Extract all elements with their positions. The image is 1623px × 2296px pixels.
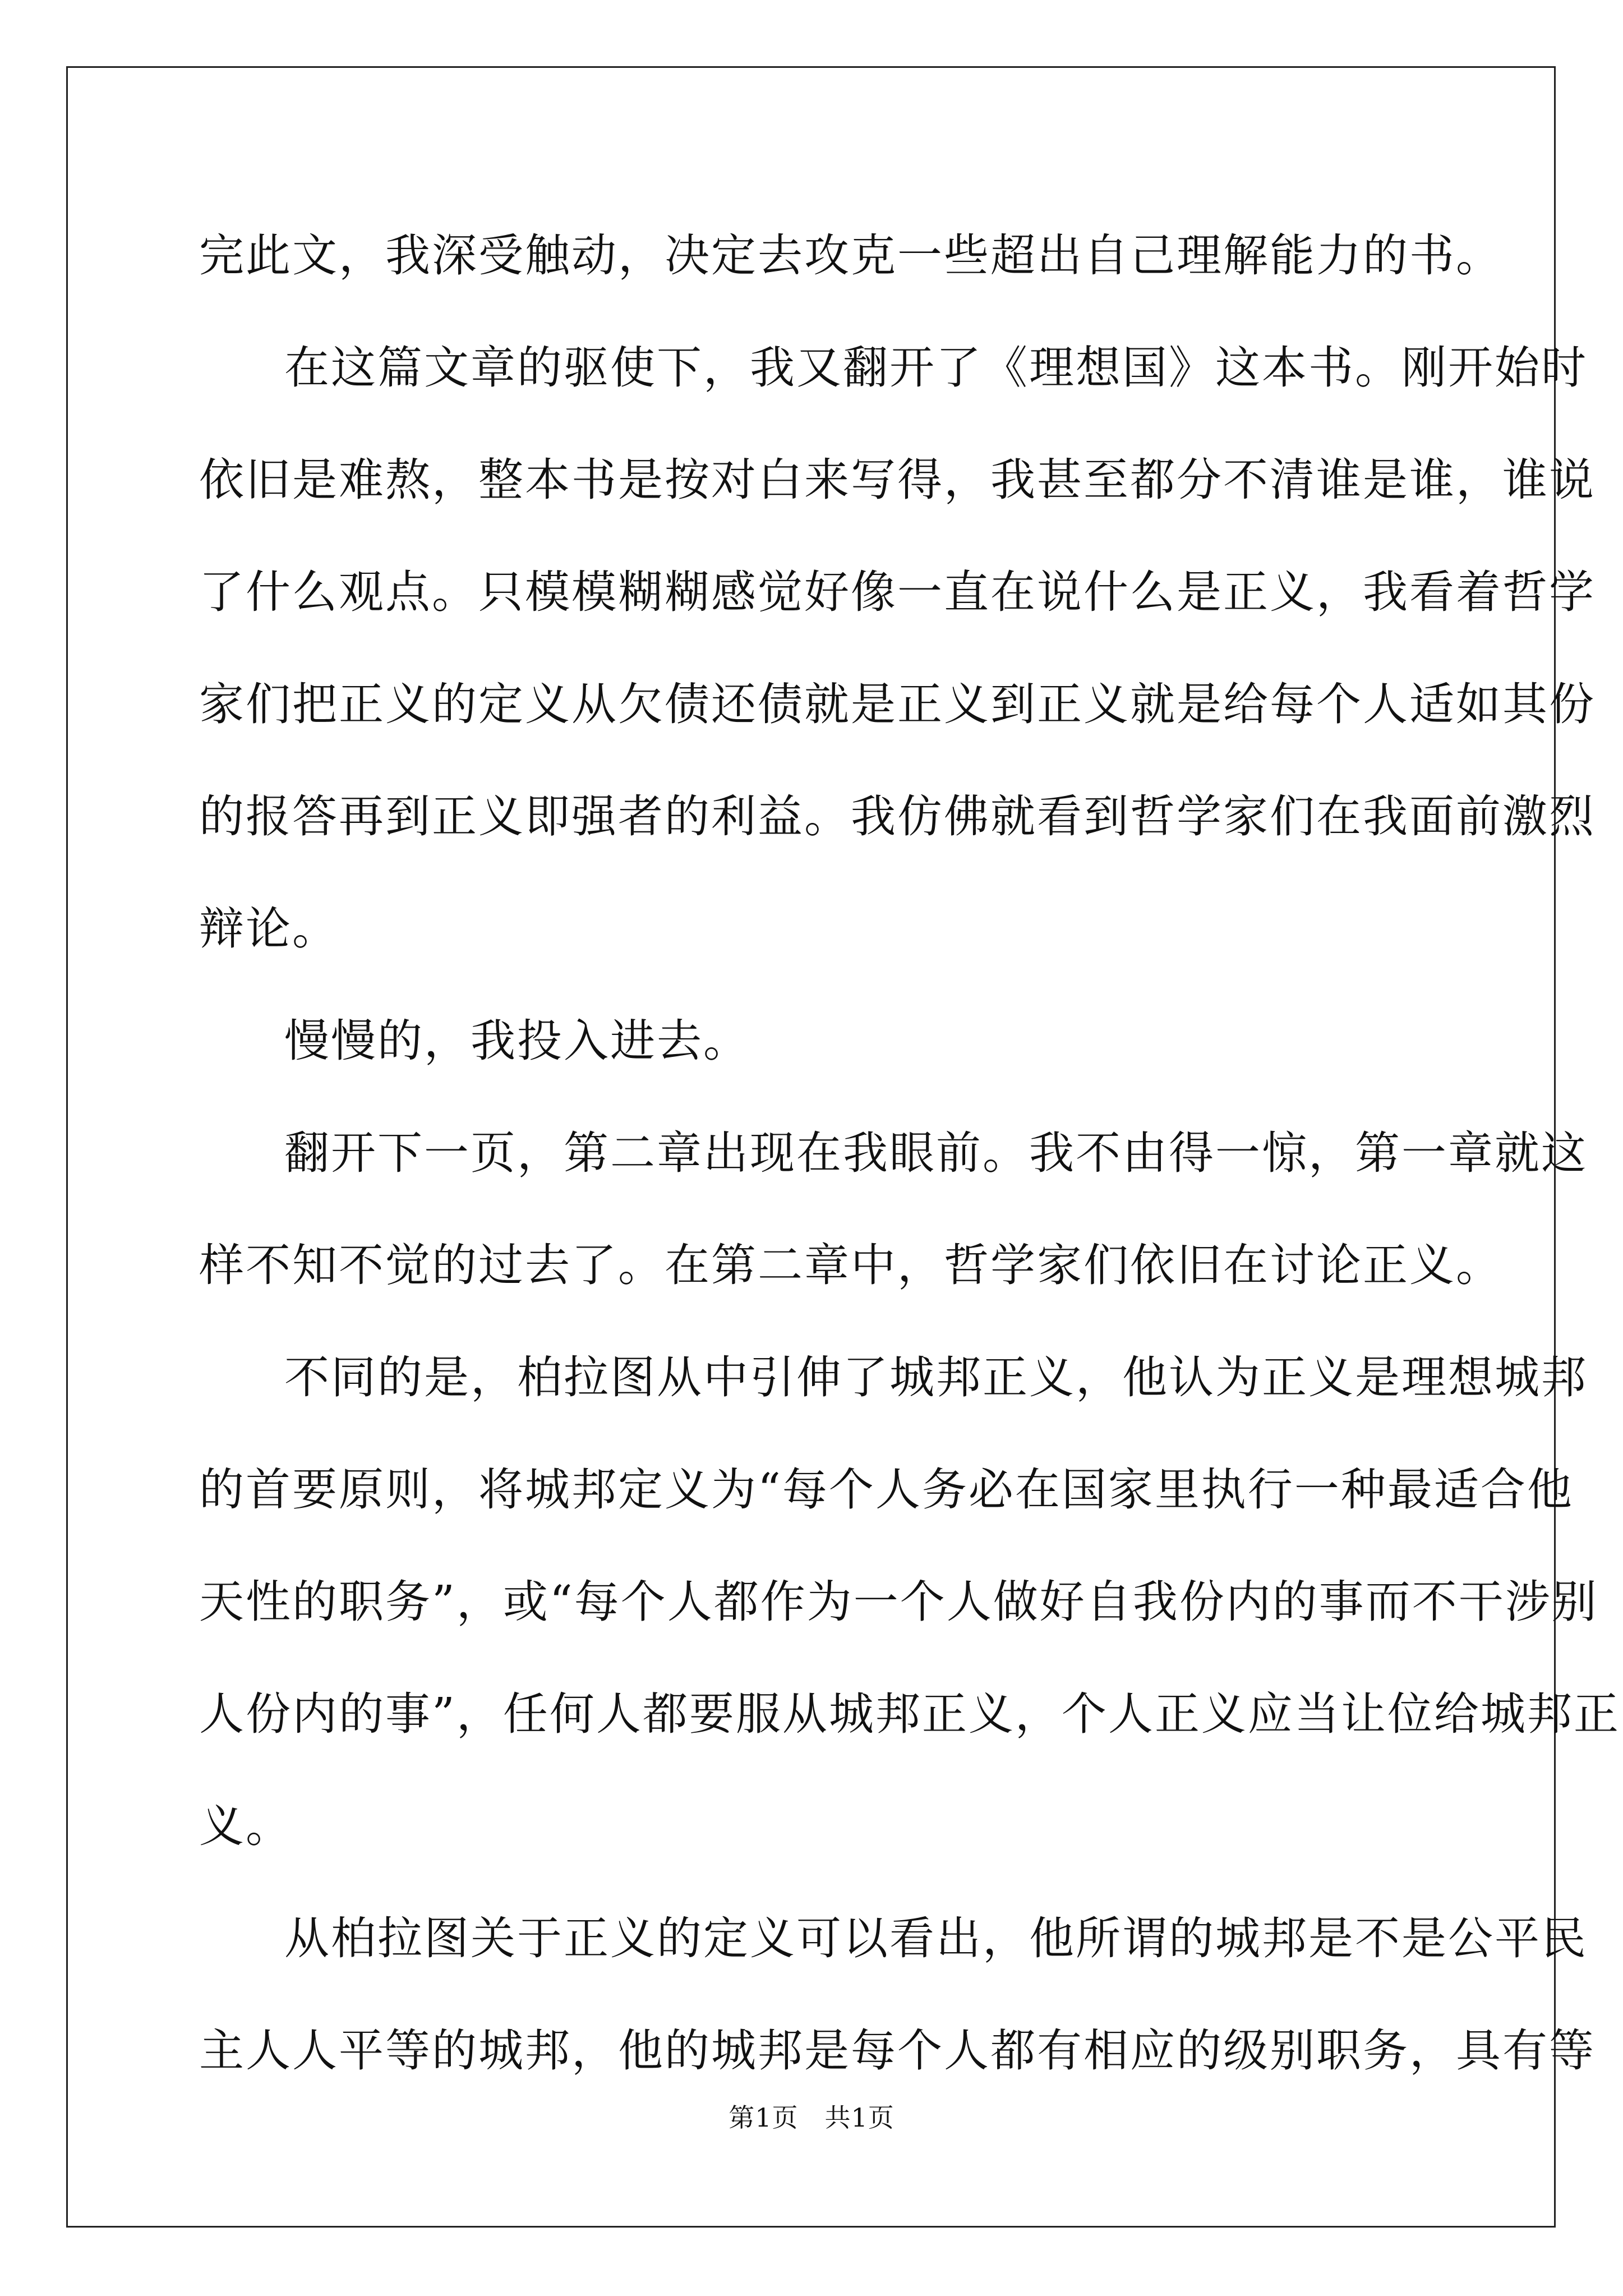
text-line-2: 在这篇文章的驱使下，我又翻开了《理想国》这本书。刚开始时 — [284, 342, 1588, 394]
text-line-8: 慢慢的，我投入进去。 — [284, 1015, 750, 1067]
text-line-3: 依旧是难熬，整本书是按对白来写得，我甚至都分不清谁是谁，谁说 — [199, 454, 1596, 506]
text-line-15: 义。 — [199, 1800, 292, 1852]
text-line-12: 的首要原则，将城邦定义为“每个人务必在国家里执行一种最适合他 — [199, 1464, 1574, 1516]
text-line-11: 不同的是，柏拉图从中引伸了城邦正义，他认为正义是理想城邦 — [284, 1351, 1588, 1404]
document-body — [199, 200, 1620, 2107]
text-line-16: 从柏拉图关于正义的定义可以看出，他所谓的城邦是不是公平民 — [284, 1912, 1588, 1964]
text-line-14: 人份内的事”，任何人都要服从城邦正义，个人正义应当让位给城邦正 — [199, 1688, 1620, 1740]
text-line-9: 翻开下一页，第二章出现在我眼前。我不由得一惊，第一章就这 — [284, 1127, 1588, 1179]
text-line-4: 了什么观点。只模模糊糊感觉好像一直在说什么是正义，我看着哲学 — [199, 566, 1596, 618]
text-line-1: 完此文，我深受触动，决定去攻克一些超出自己理解能力的书。 — [199, 229, 1502, 282]
text-line-5: 家们把正义的定义从欠债还债就是正义到正义就是给每个人适如其份 — [199, 678, 1596, 730]
text-line-10: 样不知不觉的过去了。在第二章中，哲学家们依旧在讨论正义。 — [199, 1239, 1502, 1291]
text-line-13: 天性的职务”，或“每个人都作为一个人做好自我份内的事而不干涉别 — [199, 1576, 1598, 1628]
text-line-7: 辩论。 — [199, 903, 339, 955]
text-line-17: 主人人平等的城邦，他的城邦是每个人都有相应的级别职务，具有等 — [199, 2024, 1596, 2077]
page-number-footer: 第1页 共1页 — [728, 2102, 895, 2133]
text-line-6: 的报答再到正义即强者的利益。我仿佛就看到哲学家们在我面前激烈 — [199, 790, 1596, 843]
